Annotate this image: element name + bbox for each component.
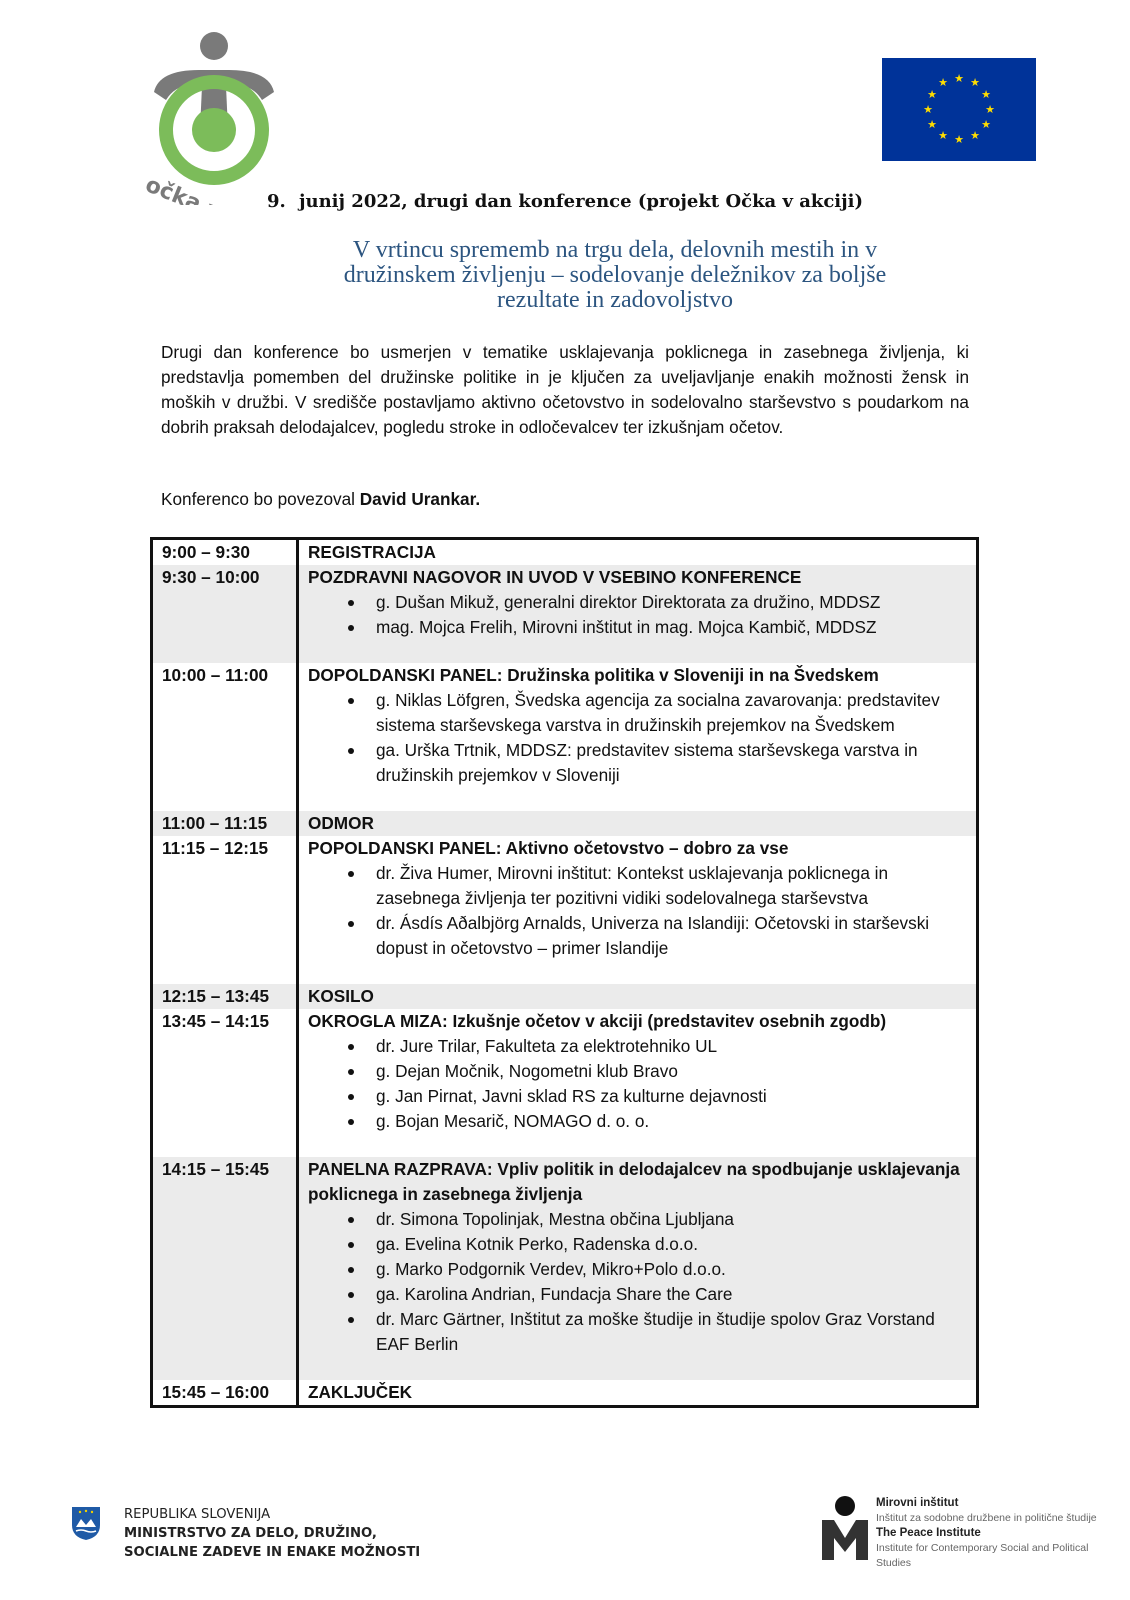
agenda-content [299,540,976,565]
conference-day-heading [0,191,1130,212]
agenda-table [150,537,979,1408]
agenda-row [153,836,976,984]
agenda-time: 10:00 – 11:00 [153,663,299,811]
ministry-line: MINISTRSTVO ZA DELO, DRUŽINO, [124,1526,377,1541]
agenda-title [308,1157,976,1207]
agenda-title-topic: Izkušnje očetov v akciji (predstavitev osebnih zgodb) [447,1011,887,1031]
svg-text:★: ★ [923,103,933,116]
svg-text:★: ★ [954,72,964,85]
agenda-title [308,663,976,688]
svg-text:★: ★ [970,129,980,142]
agenda-title [308,540,976,565]
speaker-item: g. Dejan Močnik, Nogometni klub Bravo [308,1059,976,1084]
speaker-item: g. Niklas Löfgren, Švedska agencija za socialna zavarovanja: predstavitev sistema starševskega varstva in družinskih prejemkov na Švedskem [308,688,976,738]
agenda-title-label: ODMOR [308,813,374,833]
agenda-time: 11:00 – 11:15 [153,811,299,836]
ocka-v-akciji-logo [124,30,294,205]
agenda-title-label: PANELNA RAZPRAVA: [308,1159,493,1179]
agenda-title [308,1009,976,1034]
speaker-list [308,590,976,640]
agenda-title [308,1380,976,1405]
agenda-content [299,1009,976,1157]
agenda-row [153,811,976,836]
subtitle-line: družinskem življenju – sodelovanje deležnikov za boljše [343,262,887,288]
agenda-content [299,663,976,811]
speaker-list [308,1207,976,1357]
speaker-item: g. Jan Pirnat, Javni sklad RS za kulturne dejavnosti [308,1084,976,1109]
agenda-row [153,663,976,811]
host-name: David Urankar. [359,489,481,509]
agenda-title-label: OKROGLA MIZA: [308,1011,448,1031]
peace-line: Mirovni inštitut [876,1497,959,1509]
svg-text:★: ★ [927,118,937,131]
svg-text:★: ★ [927,88,937,101]
slovenia-coat-of-arms-icon [70,1505,102,1541]
agenda-title-label: DOPOLDANSKI PANEL: [308,665,503,685]
svg-text:★: ★ [981,118,991,131]
agenda-title [308,811,976,836]
agenda-time: 9:00 – 9:30 [153,540,299,565]
speaker-item: dr. Ásdís Aðalbjörg Arnalds, Univerza na Islandiji: Očetovski in starševski dopust in očetovstvo – primer Islandije [308,911,976,961]
host-line [161,489,480,510]
conference-subtitle [260,238,970,313]
agenda-title-label: REGISTRACIJA [308,542,436,562]
agenda-row [153,1157,976,1380]
agenda-content [299,836,976,984]
agenda-time: 13:45 – 14:15 [153,1009,299,1157]
ministry-line: SOCIALNE ZADEVE IN ENAKE MOŽNOSTI [124,1545,421,1560]
agenda-title-topic: Vpliv politik in delodajalcev na spodbujanje usklajevanja poklicnega in zasebnega življenja [308,1159,960,1204]
agenda-row [153,540,976,565]
agenda-row [153,1009,976,1157]
speaker-item: dr. Simona Topolinjak, Mestna občina Ljubljana [308,1207,976,1232]
agenda-title-label: POPOLDANSKI PANEL: [308,838,502,858]
speaker-item: g. Marko Podgornik Verdev, Mikro+Polo d.o.o. [308,1257,976,1282]
svg-text:★: ★ [954,133,964,146]
svg-text:★: ★ [938,76,948,89]
agenda-title-topic: Družinska politika v Sloveniji in na Švedskem [502,665,879,685]
agenda-row [153,984,976,1009]
agenda-title-label: KOSILO [308,986,374,1006]
agenda-time: 9:30 – 10:00 [153,565,299,663]
host-prefix: Konferenco bo povezoval [161,489,360,509]
peace-institute-logo [820,1494,1120,1569]
agenda-content [299,1380,976,1405]
agenda-row [153,565,976,663]
subtitle-line: V vrtincu sprememb na trgu dela, delovnih mestih in v [352,237,878,263]
agenda-content [299,811,976,836]
agenda-time: 11:15 – 12:15 [153,836,299,984]
heading-text: junij 2022, drugi dan konference (projekt Očka v akciji) [298,191,864,212]
svg-text:★: ★ [938,129,948,142]
speaker-item: mag. Mojca Frelih, Mirovni inštitut in mag. Mojca Kambič, MDDSZ [308,615,976,640]
agenda-title [308,984,976,1009]
subtitle-line: rezultate in zadovoljstvo [497,287,733,313]
speaker-item: ga. Evelina Kotnik Perko, Radenska d.o.o. [308,1232,976,1257]
agenda-time: 15:45 – 16:00 [153,1380,299,1405]
eu-flag-logo [882,58,1036,161]
speaker-item: g. Dušan Mikuž, generalni direktor Direktorata za družino, MDDSZ [308,590,976,615]
agenda-content [299,565,976,663]
agenda-row [153,1380,976,1405]
agenda-title-topic: Aktivno očetovstvo – dobro za vse [501,838,789,858]
peace-institute-mark-icon [820,1494,870,1564]
svg-text:★: ★ [970,76,980,89]
svg-text:★: ★ [981,88,991,101]
svg-text:★: ★ [985,103,995,116]
intro-paragraph: Drugi dan konference bo usmerjen v tematike usklajevanja poklicnega in zasebnega življenja, ki predstavlja pomemben del družinske politike in je ključen za uveljavljanje enakih možnosti žensk in moških v družbi. V središče postavljamo aktivno očetovstvo in sodelovalno starševstvo s poudarkom na dobrih praksah delodajalcev, pogledu stroke in odločevalcev ter izkušnjam očetov. [161,342,969,437]
peace-line: Institute for Contemporary Social and Political Studies [876,1542,1089,1569]
heading-number: 9. [266,191,286,212]
speaker-item: ga. Urška Trtnik, MDDSZ: predstavitev sistema starševskega varstva in družinskih prejemkov v Sloveniji [308,738,976,788]
speaker-item: g. Bojan Mesarič, NOMAGO d. o. o. [308,1109,976,1134]
speaker-item: dr. Marc Gärtner, Inštitut za moške študije in študije spolov Graz Vorstand EAF Berlin [308,1307,976,1357]
agenda-title [308,565,976,590]
speaker-list [308,861,976,961]
agenda-title-label: ZAKLJUČEK [308,1382,413,1402]
agenda-time: 14:15 – 15:45 [153,1157,299,1380]
speaker-list [308,688,976,788]
agenda-time: 12:15 – 13:45 [153,984,299,1009]
agenda-title-label: POZDRAVNI NAGOVOR IN UVOD V VSEBINO KONFERENCE [308,567,802,587]
agenda-content [299,1157,976,1380]
speaker-item: ga. Karolina Andrian, Fundacja Share the Care [308,1282,976,1307]
agenda-title [308,836,976,861]
speaker-item: dr. Živa Humer, Mirovni inštitut: Kontekst usklajevanja poklicnega in zasebnega življenja ter pozitivni vidiki sodelovalnega starševstva [308,861,976,911]
speaker-item: dr. Jure Trilar, Fakulteta za elektrotehniko UL [308,1034,976,1059]
speaker-list [308,1034,976,1134]
peace-line: Inštitut za sodobne družbene in politične študije [876,1512,1097,1524]
agenda-content [299,984,976,1009]
republic-line: REPUBLIKA SLOVENIJA [124,1507,271,1522]
peace-line: The Peace Institute [876,1527,981,1539]
